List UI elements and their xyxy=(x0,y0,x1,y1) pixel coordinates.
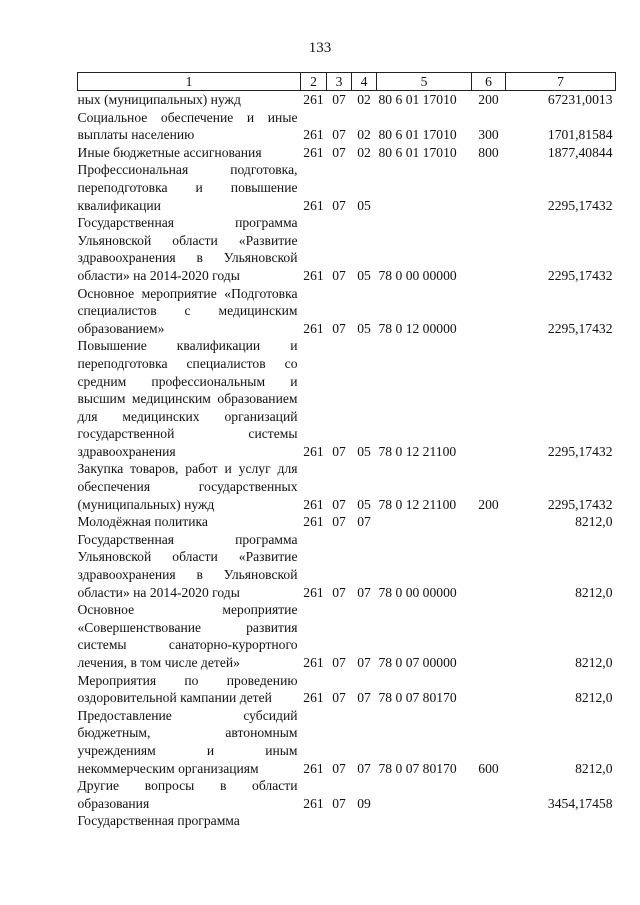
row-expense-type: 300 xyxy=(478,127,499,143)
row-grbs: 261 xyxy=(303,443,324,459)
row-expense-type xyxy=(472,812,506,830)
row-section xyxy=(327,812,352,830)
row-name: Другие вопросы в области образования xyxy=(77,778,298,811)
row-expense-type xyxy=(472,285,506,338)
row-section: 07 xyxy=(332,127,346,143)
row-amount: 8212,0 xyxy=(575,655,613,670)
row-amount: 2295,17432 xyxy=(547,496,613,512)
row-grbs: 261 xyxy=(303,795,324,811)
row-section: 07 xyxy=(332,267,346,283)
row-grbs: 261 xyxy=(303,514,324,530)
row-expense-type xyxy=(472,214,506,284)
table-row xyxy=(78,91,616,109)
row-amount: 2295,17432 xyxy=(547,197,613,213)
table-row xyxy=(78,109,616,144)
row-name: Молодёжная политика xyxy=(77,514,208,530)
row-target-article: 78 0 12 00000 xyxy=(378,320,457,336)
row-name: Иные бюджетные ассигнования xyxy=(77,144,262,160)
table-row xyxy=(78,777,616,812)
row-amount: 67231,0013 xyxy=(547,92,613,107)
row-name: Мероприятия по проведению оздоровительной кампании детей xyxy=(77,672,298,706)
row-subsection: 07 xyxy=(357,760,371,776)
row-target-article xyxy=(377,812,472,830)
row-amount xyxy=(506,812,616,830)
row-expense-type xyxy=(472,337,506,460)
row-subsection: 07 xyxy=(357,690,371,706)
row-grbs: 261 xyxy=(303,584,324,600)
column-header: 5 xyxy=(377,73,472,91)
row-expense-type: 200 xyxy=(478,496,499,512)
row-amount: 8212,0 xyxy=(575,760,613,776)
row-expense-type xyxy=(472,601,506,671)
row-amount: 8212,0 xyxy=(575,690,613,706)
row-grbs: 261 xyxy=(303,496,324,512)
row-amount: 8212,0 xyxy=(575,514,613,530)
row-subsection: 05 xyxy=(357,267,371,283)
row-name: ных (муниципальных) нужд xyxy=(77,92,241,107)
row-name: Закупка товаров, работ и услуг для обеспечения государственных (муниципальных) нужд xyxy=(77,461,298,512)
row-amount: 2295,17432 xyxy=(547,443,613,459)
row-subsection: 02 xyxy=(357,144,371,160)
row-name: Государственная программа Ульяновской области «Развитие здравоохранения в Ульяновской области» на 2014-2020 годы xyxy=(77,215,298,283)
budget-table xyxy=(77,72,616,830)
row-name: Основное мероприятие «Совершенствование развития системы санаторно-курортного лечения, в том числе детей» xyxy=(77,602,298,670)
row-expense-type xyxy=(472,513,506,531)
row-target-article: 80 6 01 17010 xyxy=(378,92,457,107)
row-subsection: 02 xyxy=(357,127,371,143)
row-subsection: 05 xyxy=(357,496,371,512)
row-target-article: 78 0 07 00000 xyxy=(378,655,457,670)
row-expense-type xyxy=(472,777,506,812)
row-section: 07 xyxy=(332,496,346,512)
row-section: 07 xyxy=(332,320,346,336)
row-target-article: 78 0 00 00000 xyxy=(378,267,457,283)
row-section: 07 xyxy=(332,443,346,459)
table-row xyxy=(78,513,616,531)
row-section: 07 xyxy=(332,760,346,776)
row-section: 07 xyxy=(332,92,346,107)
row-target-article: 80 6 01 17010 xyxy=(378,144,457,160)
row-target-article: 78 0 12 21100 xyxy=(378,496,457,512)
column-header: 2 xyxy=(301,73,327,91)
row-grbs xyxy=(301,812,327,830)
column-header: 6 xyxy=(472,73,506,91)
row-target-article: 78 0 07 80170 xyxy=(378,760,457,776)
row-amount: 8212,0 xyxy=(575,584,613,600)
row-name: Профессиональная подготовка, переподготовка и повышение квалификации xyxy=(77,162,298,213)
table-row xyxy=(78,285,616,338)
row-target-article: 78 0 12 21100 xyxy=(378,443,457,459)
row-section: 07 xyxy=(332,584,346,600)
row-subsection: 09 xyxy=(357,795,371,811)
row-section: 07 xyxy=(332,514,346,530)
row-subsection: 07 xyxy=(357,514,371,530)
row-name: Государственная программа xyxy=(77,813,240,829)
column-header: 1 xyxy=(78,73,301,91)
table-row xyxy=(78,672,616,707)
row-amount: 1877,40844 xyxy=(547,144,613,160)
row-subsection: 02 xyxy=(357,92,371,107)
row-name: Основное мероприятие «Подготовка специалистов с медицинским образованием» xyxy=(77,285,298,336)
row-section: 07 xyxy=(332,144,346,160)
table-row xyxy=(78,144,616,162)
row-subsection: 05 xyxy=(357,443,371,459)
table-row xyxy=(78,337,616,460)
row-name: Государственная программа Ульяновской области «Развитие здравоохранения в Ульяновской области» на 2014-2020 годы xyxy=(77,531,298,600)
row-target-article: 78 0 00 00000 xyxy=(378,584,457,600)
row-subsection xyxy=(352,812,377,830)
row-expense-type xyxy=(472,161,506,214)
row-subsection: 07 xyxy=(357,655,371,670)
column-header: 4 xyxy=(352,73,377,91)
row-subsection: 07 xyxy=(357,584,371,600)
table-row xyxy=(78,531,616,601)
row-target-article: 78 0 07 80170 xyxy=(378,690,457,706)
row-name: Социальное обеспечение и иные выплаты населению xyxy=(77,109,298,143)
row-expense-type: 200 xyxy=(478,92,499,107)
row-subsection: 05 xyxy=(357,197,371,213)
column-header: 7 xyxy=(506,73,616,91)
page-number: 133 xyxy=(308,40,332,56)
row-amount: 3454,17458 xyxy=(547,795,613,811)
row-grbs: 261 xyxy=(303,760,324,776)
row-grbs: 261 xyxy=(303,127,324,143)
row-target-article: 80 6 01 17010 xyxy=(378,127,457,143)
row-name: Предоставление субсидий бюджетным, автономным учреждениям и иным некоммерческим организациям xyxy=(77,707,298,776)
table-row xyxy=(78,161,616,214)
row-expense-type: 800 xyxy=(478,144,499,160)
row-target-article xyxy=(377,161,472,214)
table-row xyxy=(78,460,616,513)
table-row xyxy=(78,214,616,284)
row-target-article xyxy=(377,513,472,531)
row-section: 07 xyxy=(332,690,346,706)
row-subsection: 05 xyxy=(357,320,371,336)
row-amount: 2295,17432 xyxy=(547,267,613,283)
table-row xyxy=(78,601,616,671)
row-expense-type xyxy=(472,672,506,707)
row-expense-type xyxy=(472,531,506,601)
row-grbs: 261 xyxy=(303,655,324,670)
row-amount: 2295,17432 xyxy=(547,320,613,336)
row-section: 07 xyxy=(332,655,346,670)
row-expense-type: 600 xyxy=(478,760,499,776)
row-grbs: 261 xyxy=(303,690,324,706)
column-header: 3 xyxy=(327,73,352,91)
row-grbs: 261 xyxy=(303,197,324,213)
row-grbs: 261 xyxy=(303,267,324,283)
row-amount: 1701,81584 xyxy=(547,127,613,143)
table-row xyxy=(78,707,616,777)
table-row xyxy=(78,812,616,830)
row-section: 07 xyxy=(332,795,346,811)
row-grbs: 261 xyxy=(303,144,324,160)
row-target-article xyxy=(377,777,472,812)
row-grbs: 261 xyxy=(303,92,324,107)
row-grbs: 261 xyxy=(303,320,324,336)
row-section: 07 xyxy=(332,197,346,213)
table-header-row xyxy=(78,73,616,91)
row-name: Повышение квалификации и переподготовка специалистов со средним профессиональным и высшим медицинским образованием для медицинских организаций государственной системы здравоохранения xyxy=(77,338,298,459)
